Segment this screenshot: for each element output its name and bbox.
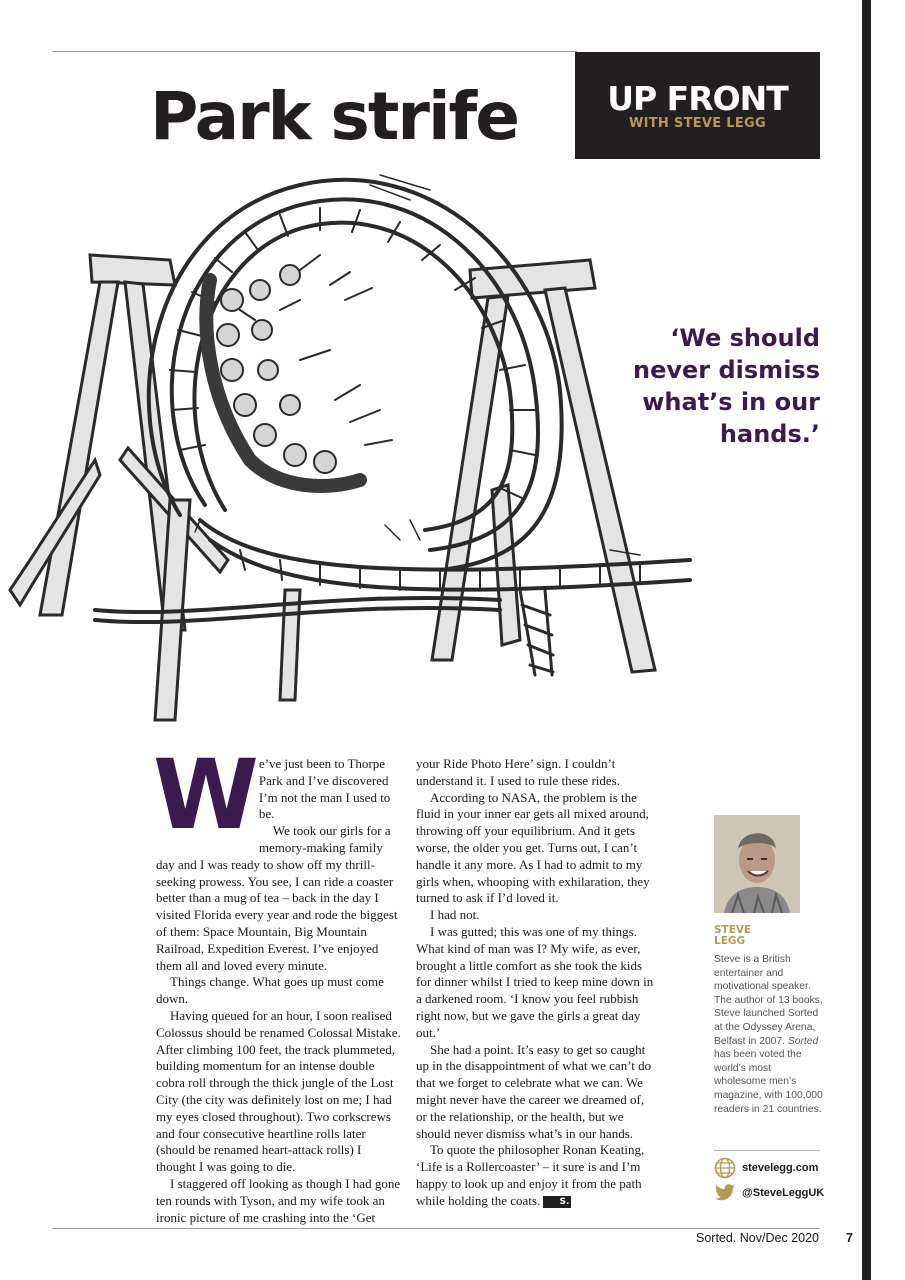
author-first-name: STEVE bbox=[714, 924, 752, 936]
article-paragraph: your Ride Photo Here’ sign. I couldn’t understand it. I used to rule these rides. bbox=[416, 756, 620, 788]
twitter-link[interactable] bbox=[714, 1183, 824, 1203]
end-mark-icon: S. bbox=[543, 1196, 571, 1208]
page-footer bbox=[0, 1231, 905, 1251]
article-paragraph: She had a point. It’s easy to get so caught up in the disappointment of what we can’t do that we forget to celebrate what we can. We might never have the career we dreamed of, or the relationship, or the health, but we should never dismiss what’s in our hands. bbox=[416, 1041, 652, 1141]
author-divider bbox=[714, 1150, 820, 1151]
section-subtitle: WITH STEVE LEGG bbox=[628, 116, 767, 131]
lattice-support bbox=[520, 590, 553, 675]
section-badge bbox=[575, 52, 820, 159]
bottom-divider bbox=[52, 1228, 820, 1229]
page-edge-bar bbox=[862, 0, 871, 1280]
author-last-name: LEGG bbox=[714, 935, 746, 947]
article-paragraph: We took our girls for a memory-making family day and I was ready to show off my thrill-seeking prowess. You see, I can ride a coaster better than a mug of tea – back in the day I visited Florida every year and rode the biggest of them: Space Mountain, Big Mountain Railroad, Expedition Everest. I’ve enjoyed them all and loved every minute. bbox=[156, 823, 398, 973]
author-photo bbox=[714, 815, 800, 913]
author-name bbox=[714, 925, 751, 947]
author-bio-text: Steve is a British entertainer and motivational speaker. The author of 13 books, Steve launched Sorted at the Odyssey Arena, Belfast in 2007. bbox=[714, 954, 823, 1047]
section-title: UP FRONT bbox=[607, 79, 788, 118]
coaster-train-riders bbox=[206, 255, 392, 486]
page-number: 7 bbox=[846, 1231, 853, 1245]
footer-magazine-issue: Sorted. Nov/Dec 2020 bbox=[696, 1231, 819, 1245]
top-divider bbox=[52, 51, 577, 52]
page-title: Park strife bbox=[150, 78, 519, 155]
article-paragraph: I was gutted; this was one of my things. What kind of man was I? My wife, as ever, brought a little comfort as she took the kids for dinner whilst I tried to keep mine down in a darkened room. ‘I know you feel rubbish right now, but we gave the girls a great day out.’ bbox=[416, 923, 654, 1040]
article-column-2 bbox=[416, 756, 656, 1210]
globe-icon bbox=[714, 1157, 736, 1179]
pull-quote: ‘We should never dismiss what’s in our hands.’ bbox=[633, 324, 820, 448]
article-column-1 bbox=[153, 739, 404, 1226]
twitter-icon bbox=[714, 1184, 736, 1202]
lower-track-ties bbox=[240, 550, 640, 590]
author-portrait-icon bbox=[714, 815, 800, 913]
author-bio-magazine: Sorted bbox=[787, 1035, 819, 1047]
article-paragraph: Having queued for an hour, I soon realised Colossus should be renamed Colossal Mistake. After climbing 100 feet, the track plummeted, building momentum for an intense double cobra roll through the thick jungle of the Lost City (the city was definitely lost on me; I had my eyes closed throughout). Two corkscrews and four consecutive heartline rolls later (should be renamed heart-attack rolls) I thought I was going to die. bbox=[156, 1007, 401, 1175]
article-paragraph-final bbox=[416, 1142, 656, 1209]
website-text[interactable]: stevelegg.com bbox=[742, 1162, 819, 1174]
article-paragraph: I staggered off looking as though I had gone ten rounds with Tyson, and my wife took an ironic picture of me crashing into the ‘Get bbox=[156, 1175, 401, 1225]
article-paragraph: According to NASA, the problem is the fluid in your inner ear gets all mixed around, throwing off your equilibrium. And it gets worse, the older you get. Turns out, I can’t handle it any more. As I had to admit to my girls when, whooping with exhilaration, they turned to ask if I’d loved it. bbox=[416, 789, 650, 906]
final-paragraph-text: To quote the philosopher Ronan Keating, ‘Life is a Rollercoaster’ – it sure is and I’m happy to look up and enjoy it from the path while holding the coats. bbox=[416, 1142, 645, 1208]
twitter-handle[interactable]: @SteveLeggUK bbox=[742, 1187, 825, 1199]
article-paragraph: e’ve just been to Thorpe Park and I’ve discovered I’m not the man I used to be. bbox=[258, 756, 391, 822]
website-link[interactable] bbox=[714, 1158, 818, 1178]
author-bio-text-2: has been voted the world’s most wholesome men’s magazine, with 100,000 readers in 21 countries. bbox=[714, 1049, 823, 1115]
article-paragraph: I had not. bbox=[430, 907, 480, 923]
article-paragraph: Things change. What goes up must come down. bbox=[156, 974, 384, 1007]
drop-cap: W bbox=[153, 739, 251, 851]
author-bio bbox=[714, 953, 824, 1116]
